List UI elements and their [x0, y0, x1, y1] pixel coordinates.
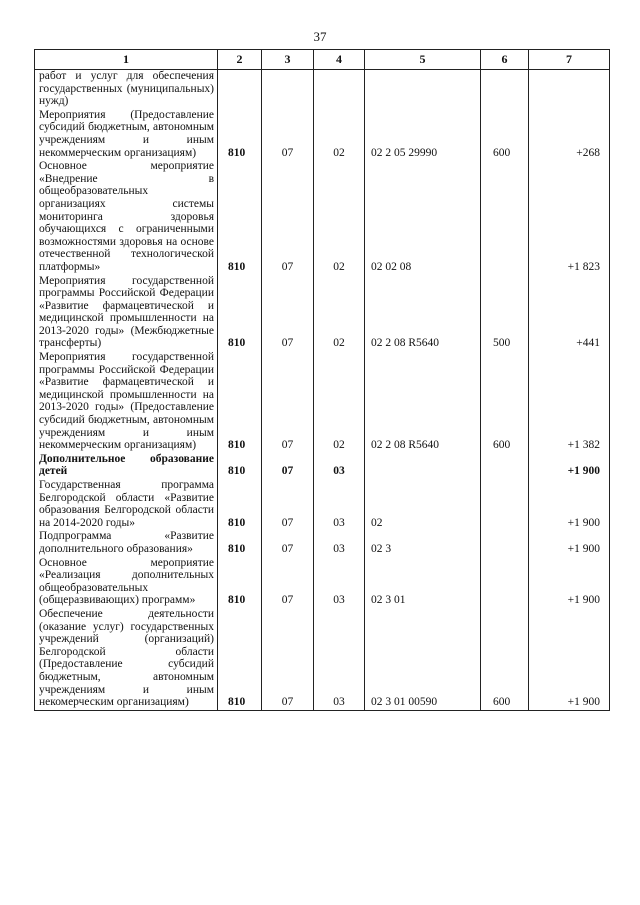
row-code-cell [218, 608, 262, 710]
row-subsection-cell [314, 275, 365, 352]
row-expense-type-cell [481, 109, 529, 160]
row-target-article-cell [365, 70, 481, 109]
row-section-cell-text: 07 [281, 542, 294, 555]
row-expense-type-cell [481, 453, 529, 479]
row-amount-cell [529, 608, 610, 710]
row-code-cell [218, 160, 262, 274]
row-code-cell-text: 810 [228, 260, 246, 273]
col-header-6: 6 [481, 50, 529, 70]
row-subsection-cell-text: 02 [333, 146, 345, 159]
row-target-article-cell [365, 557, 481, 608]
row-name-cell [35, 557, 218, 608]
row-name-cell-text: Подпрограмма «Развитие дополнительного образования» [39, 530, 214, 555]
row-code-cell [218, 530, 262, 556]
row-subsection-cell-text: 02 [333, 439, 345, 452]
page-number: 37 [313, 29, 327, 44]
row-code-cell-text: 810 [228, 516, 246, 529]
row-section-cell [262, 479, 314, 530]
row-name-cell [35, 160, 218, 274]
row-target-article-cell-text: 02 02 08 [371, 260, 412, 273]
row-subsection-cell-text: 03 [333, 542, 345, 555]
row-code-cell-text: 810 [228, 594, 246, 607]
row-name-cell [35, 351, 218, 453]
row-name-cell [35, 109, 218, 160]
row-section-cell-text: 07 [281, 465, 294, 478]
row-subsection-cell-text: 03 [333, 696, 345, 709]
row-name-cell-text: Основное мероприятие «Внедрение в общеобразовательных организациях системы мониторинга здоровья обучающихся с ограниченными возможностями здоровья на основе отечественной технологической платформы» [39, 160, 214, 273]
row-name-cell-text: Мероприятия (Предоставление субсидий бюджетным, автономным учреждениям и иным некоммерческим организациям) [39, 108, 214, 159]
row-code-cell [218, 109, 262, 160]
row-amount-cell [529, 530, 610, 556]
row-amount-cell-text: +1 900 [567, 465, 600, 478]
row-subsection-cell [314, 351, 365, 453]
row-subsection-cell [314, 608, 365, 710]
col-header-4: 4 [314, 50, 365, 70]
row-section-cell-text: 07 [281, 337, 294, 350]
row-expense-type-cell [481, 70, 529, 109]
row-expense-type-cell [481, 351, 529, 453]
row-section-cell [262, 530, 314, 556]
row-target-article-cell-text: 02 2 08 R5640 [371, 337, 440, 350]
row-expense-type-cell-text: 600 [493, 696, 511, 709]
row-subsection-cell [314, 70, 365, 109]
row-expense-type-cell-text: 600 [493, 439, 511, 452]
row-subsection-cell-text: 03 [333, 465, 345, 478]
row-amount-cell-text: +441 [576, 337, 600, 350]
col-header-3: 3 [262, 50, 314, 70]
row-amount-cell-text: +268 [576, 146, 600, 159]
row-amount-cell [529, 275, 610, 352]
table-row [35, 479, 610, 530]
row-section-cell [262, 160, 314, 274]
row-subsection-cell-text: 02 [333, 337, 345, 350]
row-name-cell [35, 530, 218, 556]
budget-table [34, 49, 610, 711]
table-row [35, 109, 610, 160]
row-code-cell-text: 810 [228, 439, 246, 452]
row-amount-cell [529, 351, 610, 453]
row-subsection-cell-text: 02 [333, 260, 345, 273]
row-code-cell-text: 810 [228, 696, 246, 709]
table-row [35, 530, 610, 556]
row-code-cell [218, 479, 262, 530]
row-amount-cell [529, 453, 610, 479]
row-name-cell [35, 608, 218, 710]
row-target-article-cell [365, 351, 481, 453]
row-target-article-cell [365, 109, 481, 160]
row-code-cell [218, 453, 262, 479]
row-target-article-cell-text: 02 2 08 R5640 [371, 439, 440, 452]
row-subsection-cell [314, 109, 365, 160]
table-row [35, 160, 610, 274]
table-row [35, 453, 610, 479]
row-name-cell [35, 453, 218, 479]
row-name-cell-text: Государственная программа Белгородской области «Развитие образования Белгородской области на 2014-2020 годы» [39, 479, 214, 529]
row-name-cell-text: Мероприятия государственной программы Российской Федерации «Развитие фармацевтической и медицинской промышленности на 2013-2020 годы» (Предоставление субсидий бюджетным, автономным учреждениям и иным некоммерческим организациям) [39, 351, 214, 452]
row-target-article-cell [365, 608, 481, 710]
row-section-cell-text: 07 [281, 516, 294, 529]
row-subsection-cell-text: 03 [333, 516, 345, 529]
table-row [35, 608, 610, 710]
row-expense-type-cell-text: 500 [493, 337, 511, 350]
table-row [35, 351, 610, 453]
row-amount-cell-text: +1 900 [567, 594, 600, 607]
row-target-article-cell-text: 02 3 01 [371, 594, 406, 607]
table-row [35, 557, 610, 608]
row-code-cell-text: 810 [228, 542, 246, 555]
row-subsection-cell [314, 160, 365, 274]
row-amount-cell [529, 557, 610, 608]
row-code-cell [218, 557, 262, 608]
row-section-cell [262, 557, 314, 608]
row-section-cell [262, 453, 314, 479]
row-target-article-cell [365, 160, 481, 274]
row-section-cell-text: 07 [281, 594, 294, 607]
row-amount-cell-text: +1 900 [567, 516, 600, 529]
row-target-article-cell-text: 02 2 05 29990 [371, 146, 438, 159]
table-row [35, 70, 610, 109]
row-expense-type-cell [481, 479, 529, 530]
col-header-5: 5 [365, 50, 481, 70]
row-code-cell-text: 810 [228, 146, 246, 159]
row-subsection-cell-text: 03 [333, 594, 345, 607]
row-target-article-cell-text: 02 3 01 00590 [371, 696, 438, 709]
row-expense-type-cell [481, 160, 529, 274]
row-code-cell [218, 70, 262, 109]
row-subsection-cell [314, 453, 365, 479]
row-expense-type-cell [481, 275, 529, 352]
row-target-article-cell [365, 275, 481, 352]
row-section-cell-text: 07 [281, 260, 294, 273]
row-amount-cell [529, 70, 610, 109]
row-target-article-cell [365, 453, 481, 479]
row-target-article-cell-text: 02 [371, 516, 383, 529]
row-section-cell [262, 70, 314, 109]
table-header-row [35, 50, 610, 70]
table-row [35, 275, 610, 352]
row-name-cell-text: Обеспечение деятельности (оказание услуг) государственных учреждений (организаций) Белгородской области (Предоставление субсидий бюджетным, автономным учреждениям и иным некомерческим организациям) [39, 607, 214, 709]
row-expense-type-cell-text: 600 [493, 146, 511, 159]
row-name-cell [35, 275, 218, 352]
col-header-1: 1 [35, 50, 218, 70]
row-name-cell [35, 70, 218, 109]
row-subsection-cell [314, 530, 365, 556]
row-section-cell-text: 07 [281, 696, 294, 709]
row-target-article-cell [365, 530, 481, 556]
row-code-cell [218, 275, 262, 352]
row-section-cell [262, 275, 314, 352]
row-section-cell-text: 07 [281, 146, 294, 159]
row-section-cell [262, 109, 314, 160]
row-target-article-cell-text: 02 3 [371, 542, 392, 555]
row-code-cell-text: 810 [228, 337, 246, 350]
row-expense-type-cell [481, 557, 529, 608]
col-header-2: 2 [218, 50, 262, 70]
row-name-cell-text: Дополнительное образование детей [39, 452, 214, 478]
row-name-cell-text: Мероприятия государственной программы Российской Федерации «Развитие фармацевтической и медицинской промышленности на 2013-2020 годы» (Межбюджетные трансферты) [39, 274, 214, 350]
row-target-article-cell [365, 479, 481, 530]
row-subsection-cell [314, 557, 365, 608]
row-amount-cell [529, 109, 610, 160]
row-amount-cell-text: +1 382 [567, 439, 600, 452]
row-amount-cell-text: +1 900 [567, 696, 600, 709]
row-code-cell [218, 351, 262, 453]
row-amount-cell-text: +1 900 [567, 542, 600, 555]
row-amount-cell-text: +1 823 [567, 260, 600, 273]
row-name-cell-text: Основное мероприятие «Реализация дополнительных общеобразовательных (общеразвивающих) программ» [39, 556, 214, 607]
col-header-7: 7 [529, 50, 610, 70]
row-section-cell [262, 608, 314, 710]
row-amount-cell [529, 160, 610, 274]
row-section-cell-text: 07 [281, 439, 294, 452]
row-expense-type-cell [481, 608, 529, 710]
row-code-cell-text: 810 [228, 465, 246, 478]
row-subsection-cell [314, 479, 365, 530]
row-expense-type-cell [481, 530, 529, 556]
row-amount-cell [529, 479, 610, 530]
row-name-cell [35, 479, 218, 530]
row-name-cell-text: работ и услуг для обеспечения государственных (муниципальных) нужд) [39, 70, 214, 108]
row-section-cell [262, 351, 314, 453]
